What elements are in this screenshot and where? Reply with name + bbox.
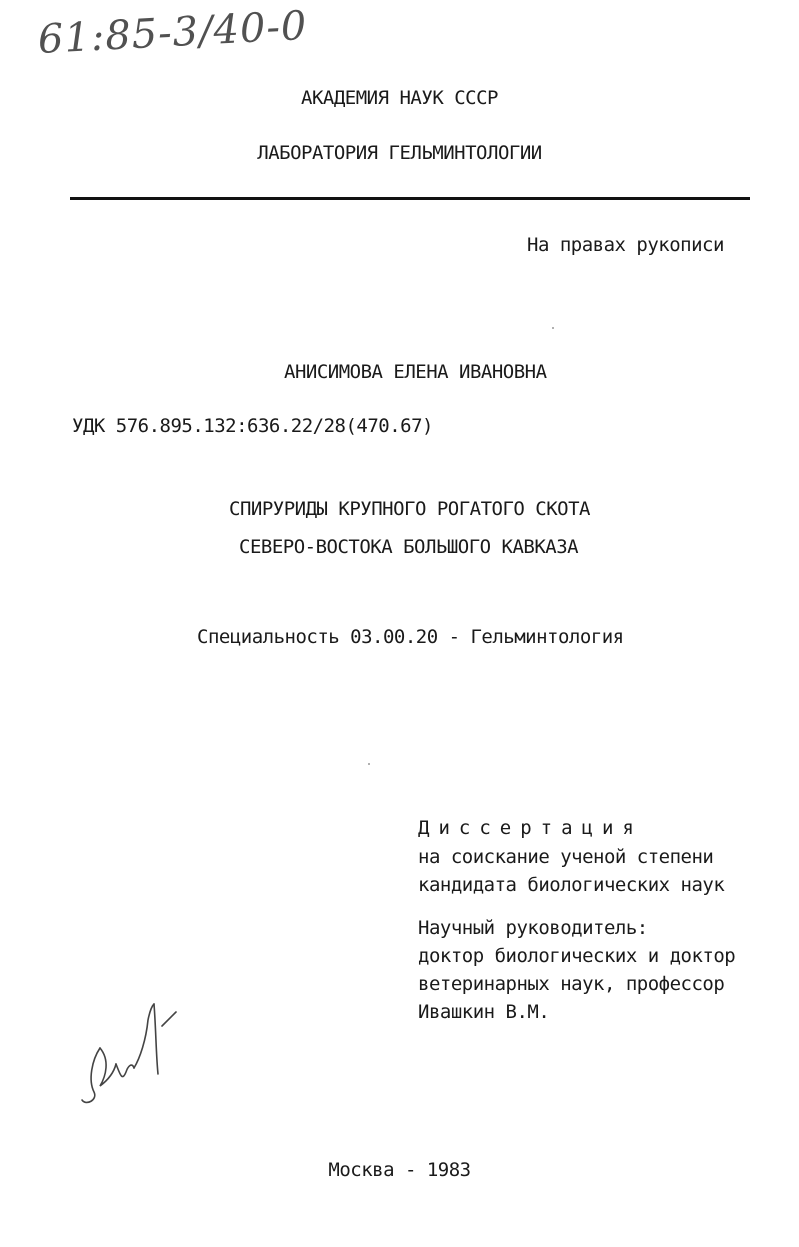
header-divider [70, 197, 750, 200]
dissertation-line-2: кандидата биологических наук [418, 874, 725, 896]
title-line-2: СЕВЕРО-ВОСТОКА БОЛЬШОГО КАВКАЗА [239, 536, 579, 558]
dissertation-line-1: на соискание ученой степени [418, 846, 714, 868]
academy-heading: АКАДЕМИЯ НАУК СССР [301, 87, 498, 109]
author-name: АНИСИМОВА ЕЛЕНА ИВАНОВНА [284, 361, 547, 383]
title-line-1: СПИРУРИДЫ КРУПНОГО РОГАТОГО СКОТА [229, 498, 590, 520]
archive-number-handwritten: 61:85-3/40-0 [36, 2, 309, 63]
supervisor-name: Ивашкин В.М. [418, 1001, 550, 1023]
handwritten-signature [70, 1000, 190, 1110]
dissertation-label: Диссертация [418, 817, 643, 839]
manuscript-rights-note: На правах рукописи [527, 234, 724, 256]
supervisor-line-2: ветеринарных наук, профессор [418, 973, 725, 995]
place-and-year: Москва - 1983 [328, 1159, 471, 1181]
udc-code: УДК 576.895.132:636.22/28(470.67) [72, 415, 433, 437]
laboratory-heading: ЛАБОРАТОРИЯ ГЕЛЬМИНТОЛОГИИ [257, 142, 542, 164]
paper-speck [552, 327, 554, 329]
specialty: Специальность 03.00.20 - Гельминтология [197, 626, 624, 648]
supervisor-line-1: доктор биологических и доктор [418, 945, 736, 967]
supervisor-label: Научный руководитель: [418, 917, 648, 939]
paper-speck [368, 763, 370, 765]
